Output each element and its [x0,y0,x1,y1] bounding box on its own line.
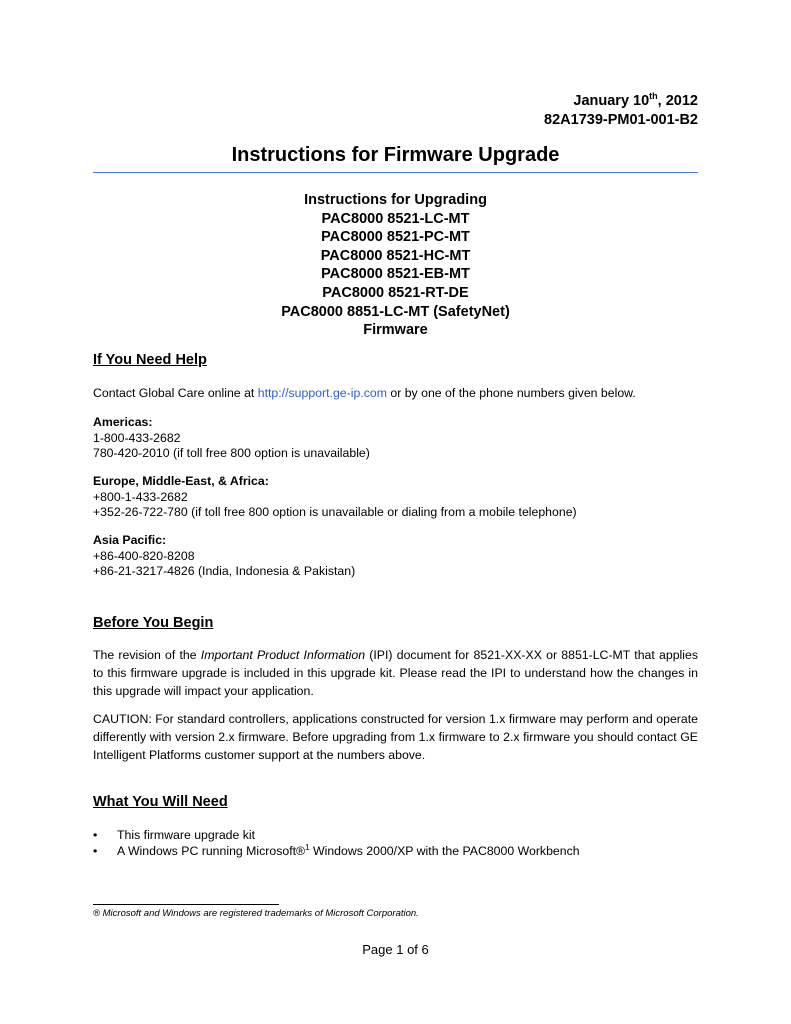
support-link[interactable]: http://support.ge-ip.com [257,386,387,400]
phone-number: +86-400-820-8208 [93,548,195,563]
phone-number: 780-420-2010 (if toll free 800 option is unavailable) [93,446,370,460]
need-list [93,828,580,859]
phone-number: +86-21-3217-4826 (India, Indonesia & Pakistan) [93,564,356,578]
header-block [544,92,698,130]
phone-number: +800-1-433-2682 [93,489,188,504]
document-number: 82A1739-PM01-001-B2 [544,112,698,128]
subtitle-line: Firmware [363,322,428,339]
phone-number: 1-800-433-2682 [93,430,181,445]
help-heading: If You Need Help [93,352,207,368]
footnote-ref: 1 [305,842,310,852]
region-label: Americas: [93,415,153,429]
subtitle-block [0,191,791,340]
help-intro-tail: or by one of the phone numbers given below. [386,386,636,400]
region-label: Europe, Middle-East, & Africa: [93,474,269,488]
phone-number: +352-26-722-780 (if toll free 800 option is unavailable or dialing from a mobile telephone) [93,505,577,519]
subtitle-line: PAC8000 8521-PC-MT [321,229,470,246]
page-number: Page 1 of 6 [362,942,429,957]
contact-emea [93,474,577,521]
subtitle-line: PAC8000 8521-LC-MT [321,210,470,227]
list-item-text: A Windows PC running Microsoft® [117,843,306,858]
footnote-divider [93,904,279,905]
document-date [544,92,698,111]
list-item [93,828,580,844]
ipi-title: Important Product Information [200,648,366,662]
date-year: , 2012 [657,93,698,109]
contact-americas [93,415,370,462]
caution-paragraph: CAUTION: For standard controllers, applications constructed for version 1.x firmware may perform and operate differently with version 2.x firmware. Before upgrading from 1.x firmware to 2.x firmware you should contact GE Intelligent Platforms customer support at the numbers above. [93,712,698,762]
list-item-text: This firmware upgrade kit [117,828,256,842]
help-intro-text: Contact Global Care online at [93,386,258,400]
date-superscript: th [649,91,658,102]
before-paragraph-1 [93,646,698,700]
contact-asia-pacific [93,533,355,580]
before-p1-text: The revision of the [93,648,201,662]
before-p1-tail: (IPI) document for 8521-XX-XX or 8851-LC-MT that applies to this firmware upgrade is included in this upgrade kit. Please read the IPI to understand how the changes in this upgrade will impact your application. [93,648,698,698]
help-intro [93,384,698,402]
before-heading: Before You Begin [93,615,214,631]
page-title: Instructions for Firmware Upgrade [231,144,560,166]
list-item-text-tail: Windows 2000/XP with the PAC8000 Workbench [309,843,580,858]
subtitle-line: PAC8000 8521-EB-MT [321,266,470,283]
subtitle-line: PAC8000 8521-RT-DE [322,284,469,301]
list-item [93,844,580,860]
bullet-icon: • [93,843,98,858]
subtitle-line: PAC8000 8851-LC-MT (SafetyNet) [281,303,510,320]
region-label: Asia Pacific: [93,533,167,547]
title-divider [93,172,698,173]
subtitle-line: PAC8000 8521-HC-MT [320,247,471,264]
footnote: ® Microsoft and Windows are registered trademarks of Microsoft Corporation. [93,908,419,919]
need-heading: What You Will Need [93,794,228,810]
date-text: January 10 [573,93,650,109]
subtitle-line: Instructions for Upgrading [304,192,487,208]
bullet-icon: • [93,828,98,842]
